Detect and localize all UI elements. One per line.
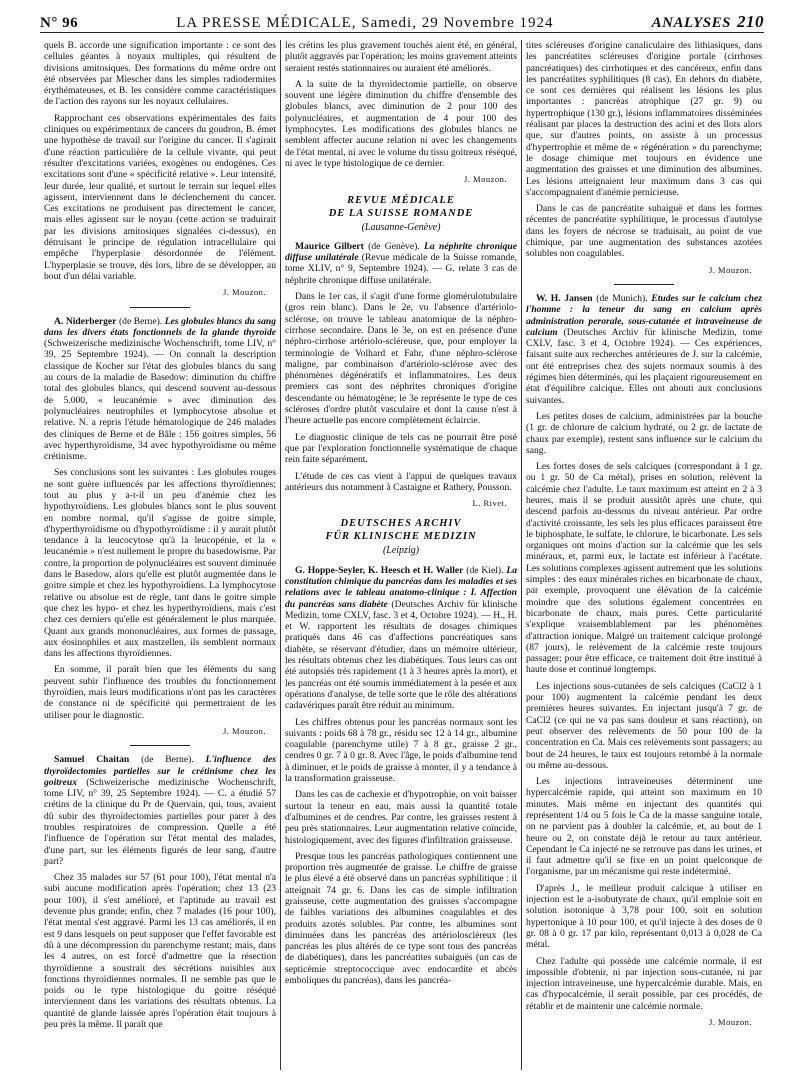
section-place: (Leipzig) [382, 545, 420, 557]
article-hoppe-seyler [285, 565, 517, 712]
separator [130, 307, 190, 308]
paragraph: les crétins les plus gravement touchés aient été, en général, plutôt aggravés par l'opération; les moins gravement atteints seraient restés stationnaires ou auraient été améliorés. [285, 40, 517, 74]
article-ref: (Schweizerische medizinische Wochenschrift, tome LIV, n° 39, 25 Septembre 1924). — On connaît la description classique de Kocher sur l'état des globules blancs du sang au cours de la maladie de Basedow: diminution du chiffre total des globules blancs, qui descend souvent au-dessous de 5.000, « leucanémie » avec diminution des polynucléaires neutrophiles et lymphocytose absolue et relative. N. a repris l'étude hématologique de 246 malades des cliniques de Berne et de Bâle : 156 goitres simples, 56 avec hyperthyroïdisme, 34 avec hypothyroïdisme ou même crétinisme. [44, 338, 276, 463]
paragraph: L'étude de ces cas vient à l'appui de quelques travaux antérieurs dus notamment à Castaigne et Rathery, Pousson. [285, 470, 517, 493]
issue-number: N° 96 [40, 15, 79, 31]
article-niderberger [44, 316, 276, 463]
article-place: (de Genève). [363, 240, 425, 252]
section-page [652, 12, 764, 32]
signature: J. Mouzon. [463, 174, 507, 185]
article-author: Samuel Chaitan [54, 754, 130, 766]
signature: J. Mouzon. [708, 1017, 752, 1028]
section-heading-line: DE LA SUISSE ROMANDE [328, 207, 474, 219]
paragraph: Les injections sous-cutanées de sels calciques (CaCl2 à 1 pour 100) augmentent la calcémie pendant les deux premières heures suivantes. En injectant jusqu'à 7 gr. de CaCl2 (ce qui ne va pas sans douleur et sans réaction), on peut observer des relèvements de 50 pour 100 de la concentration en Ca. Mais ces relèvements sont passagers; au bout de 24 heures, le taux est toujours retombé à la normale ou même au-dessous. [526, 680, 762, 771]
section-name: ANALYSES [651, 15, 731, 31]
section-heading [285, 194, 517, 220]
article-title: L'influence des thyroïdectomies partielles sur le crétinisme chez les goitreux [44, 754, 276, 788]
page-header [40, 12, 764, 30]
paragraph: Les petites doses de calcium, administrées par la bouche (1 gr. de chlorure de calcium hydraté, ou 2 gr. de lactate de chaux par exemple), restent sans influence sur le calcium du sang. [526, 410, 762, 456]
article-title: Etudes sur le calcium chez l'homme : la teneur du sang en calcium après administration perorale, sous-cutanée et intraveineuse de calcium [526, 292, 762, 338]
paragraph: Dans le 1er cas, il s'agit d'une forme glomérulotubulaire (gros rein blanc). Dans le 2e, vu l'absence d'artériolo-sclérose, on trouve le tableau anatomique de la néphro-cirrhose secondaire. Dans le 3e, on est en présence d'une néphro-cirrhose artériolo-scléreuse, que, pour employer la terminologie de Volhard et Fahr, d'une néphro-sclérose maligne, par combinaison d'artériolo-sclérose avec des phénomènes dégénératifs et inflammatoires. Les deux premiers cas sont des néphrites chroniques d'origine descendante ou hématogène; le 3e représente le type de ces scléroses d'ordre plutôt vasculaire et dont la cause n'est à l'heure actuelle pas encore complètement éclaircie. [285, 291, 517, 427]
column-1 [44, 40, 276, 1078]
section-place: (Lausanne-Genève) [361, 221, 441, 233]
section-heading [285, 517, 517, 543]
paragraph: Presque tous les pancréas pathologiques contiennent une proportion très augmentée de graisse. Le chiffre de graisse le plus élevé a été observé dans un pancréas syphilitique : il atteignait 74 gr. 6. Dans les cas de simple infiltration graisseuse, cette augmentation des graisses s'accompagne de faibles variations des albumines coagulables et des produits azotés solubles. Par contre, les albumines sont diminuées dans les pancréas des artériolosclèreux (les pancréas les plus altérés de ce type sont tous des pancréas de diabétiques), dans les pancréatites subaiguës (un cas de septicémie streptococcique avec endocardite et abcès emboliques du pancréas), dans les pancréa- [285, 850, 517, 987]
paragraph: Les chiffres obtenus pour les pancréas normaux sont les suivants : poids 68 à 78 gr., résidu sec 12 à 14 gr., albumine coagulable (parenchyme utile) 7 à 8 gr., graisse 2 gr., cendres 0 gr. 7 à 0 gr. 8. Avec l'âge, le poids d'albumine tend à diminuer, et le poids de graisse à monter, il y a tendance à la transformation graisseuse. [285, 716, 517, 785]
column-divider-1 [280, 40, 281, 1070]
article-author: Maurice Gilbert [295, 240, 364, 252]
signature: J. Mouzon. [222, 725, 266, 736]
separator [130, 745, 190, 746]
column-3 [526, 40, 762, 1078]
paragraph: tites scléreuses d'origine canaliculaire des lithiasiques, dans les pancréatites scléreuses d'origine portale (cirrhoses pancréatiques) des cirrhotiques et des cancéreux, enfin dans les pancréatites syphilitiques (8 cas). En dehors du diabète, ce sont ces dernières qui réalisent les lésions les plus importantes : pancréas atrophique (27 gr. 9) ou hypertrophique (130 gr.), lésions inflammatoires disséminées réalisant par places la destruction des acini et des îlots alors que, sur d'autres points, on assiste à un processus d'hypertrophie et même de « régénération » du parenchyme; le dosage chimique met toujours en évidence une augmentation des graisses et une diminution des albumines. Les lésions atteignaient leur maximum dans 3 cas qui s'accompagnaient d'anémie pernicieuse. [526, 40, 762, 198]
article-author: G. Hoppe-Seyler, K. Heesch et H. Waller [295, 564, 464, 576]
article-place: (de Berne). [116, 315, 165, 327]
article-place: (de Kiel). [463, 564, 507, 576]
article-title: La constitution chimique du pancréas dans les maladies et ses relations avec le tableau anatomo-clinique : I. Affection du pancréas sans diabète [285, 564, 517, 610]
article-ref: (Deutsches Archiv für klinische Medizin, tome CXLV, fasc. 3 et 4, Octobre 1924). — Ces expériences, faisant suite aux recherches antérieures de J. sur la calcémie, ont été entreprises chez des sujets normaux soumis à des régimes bien déterminés, qui les plaçaient rigoureusement en état d'équilibre calcique. Elles ont abouti aux conclusions suivantes. [526, 326, 762, 406]
column-2 [285, 40, 517, 1078]
section-heading-line: REVUE MÉDICALE [347, 194, 455, 206]
article-title: La néphrite chronique diffuse unilatérale [285, 240, 517, 264]
paragraph: A la suite de la thyroïdectomie partielle, on observe souvent une légère diminution du chiffre d'ensemble des globules blancs, avec diminution de 2 pour 100 des polynucléaires, et augmentation de 4 pour 100 des lymphocytes. Les modifications des globules blancs ne semblent affecter aucune relation ni avec les changements de l'état mental, ni avec le volume du tissu goitreux réséqué, ni avec le type histologique de ce dernier. [285, 78, 517, 169]
article-place: (de Munich). [592, 292, 652, 304]
paragraph: Le diagnostic clinique de tels cas ne pourrait être posé que par l'exploration fonctionnelle systématique de chaque rein faite séparément. [285, 431, 517, 466]
paragraph: Chez 35 malades sur 57 (61 pour 100), l'état mental n'a subi aucune modification après l'opération; chez 13 (23 pour 100), il s'est amélioré, et l'aptitude au travail est devenue plus grande; enfin, chez 7 malades (16 pour 100), l'état mental s'est aggravé. Parmi les 13 cas améliorés, il en est 9 dans lesquels on peut supposer que l'effet favorable est dû à une décompression du parenchyme restant; mais, dans les 4 autres, on est forcé d'admettre que la résection thyroïdienne a soustrait des sécrétions nuisibles aux fonctions thyroïdiennes normales. Il ne semble pas que le poids ou le type histologique du goitre réséqué interviennent dans les variations des résultats obtenus. La quantité de glande laissée après l'opération était toujours à peu près la même. Il paraît que [44, 872, 276, 1031]
article-ref: (Deutsches Archiv für klinische Medizin, tome CXLV, fasc. 3 et 4, Octobre 1924). — H., H. et W. rapportent les résultats de dosages chimiques pratiqués dans 46 cas d'affections pancréatiques sans diabète, se réservant d'étudier, dans un mémoire ultérieur, les résultats obtenus chez les diabétiques. Tous leurs cas ont été autopsiés très rapidement (1 à 3 heures après la mort), et les pancréas ont été soumis immédiatement à la pesée et aux opérations d'analyse, de telle sorte que le rôle des altérations cadavériques paraît être réduit au minimum. [285, 598, 517, 712]
paragraph: Dans les cas de cachexie et d'hypotrophie, on voit baisser surtout la teneur en eau, mais aussi la quantité totale d'albumines et de cendres. Par contre, les graisses restent à peu près stationnaires. Leur augmentation relative coïncide, histologiquement, avec des figures d'infiltration graisseuse. [285, 789, 517, 846]
signature: J. Mouzon. [708, 264, 752, 275]
section-heading-line: DEUTSCHES ARCHIV [340, 518, 462, 530]
paragraph: En somme, il paraît bien que les éléments du sang peuvent subir l'influence des troubles du fonctionnement thyroïdien, mais leurs modifications n'ont pas les caractères de constance ni de spécificité qui permettraient de les utiliser pour le diagnostic. [44, 664, 276, 721]
article-title: Les globules blancs du sang dans les divers états fonctionnels de la glande thyroïde [44, 315, 276, 338]
paragraph: quels B. accorde une signification importante : ce sont des cellules géantes à noyaux multiples, qui résultent de divisions amitosiques. Des formations du même ordre ont été observées par Miescher dans les simples radiodermites érythémateuses, et B. les considère comme caractéristiques de l'action des rayons sur les noyaux cellulaires. [44, 40, 276, 108]
article-place: (de Berne). [129, 754, 206, 766]
separator [614, 284, 674, 285]
page-number: 210 [736, 12, 764, 31]
header-rule [40, 32, 764, 33]
paragraph: Ses conclusions sont les suivantes : Les globules rouges ne sont guère influencés par les affections thyroïdiennes; tout au plus y a-t-il un peu d'anémie chez les hypothyroïdiens. Les globules blancs sont le plus souvent en nombre normal, qu'il s'agisse de goitre simple, d'hyperthyroïdisme ou d'hypothyroïdisme : il y aurait plutôt tendance à la leucocytose qu'à la leucopénie, et la « leucanémie » n'est nullement le propre du basedowisme. Par contre, la proportion de polynucléaires est souvent diminuée dans le Basedow, alors qu'elle est plutôt augmentée dans le goitre simple et chez les hypothyroïdiens. La lymphocytose relative ou absolue est de règle, tant dans le goitre simple que chez les hypo- et chez les hyperthyroïdiens, mais c'est chez ces derniers qu'elle est généralement le plus marquée. Quant aux grands mononucléaires, aux formes de passage, aux éosinophiles et aux mastzellen, ils semblent normaux dans les affections thyroïdiennes. [44, 467, 276, 660]
journal-title: LA PRESSE MÉDICALE, Samedi, 29 Novembre 1924 [176, 15, 554, 31]
paragraph: Les injections intraveineuses déterminent une hypercalcémie rapide, qui atteint son maximum en 10 minutes. Mais même en injectant des quantités qui représentent 1/4 ou 5 fois le Ca de la masse sanguine totale, on ne parvient pas à doubler la calcémie, et, au bout de 1 heure ou 2, on constate déjà le retour au taux antérieur. Cependant le Ca injecté ne se retrouve pas dans les urines, et il faut admettre qu'il se fixe en un point quelconque de l'organisme, par un mécanisme qui reste indéterminé. [526, 776, 762, 878]
paragraph: Dans le cas de pancréatite subaiguë et dans les formes récentes de pancréatite syphilitique, le processus d'autolyse dans les foyers de nécrose se traduisait, au point de vue chimique, par une augmentation des substances azotées solubles non coagulables. [526, 203, 762, 260]
article-ref: (Schweizerische medizinische Wochenschrift, tome LIV, n° 39, 25 Septembre 1924). — C. a étudié 57 crétins de la clinique du Pr de Quervain, qui, tous, avaient dû subir des thyroïdectomies partielles pour parer à des troubles respiratoires de compression. Quelle a été l'influence de l'opération sur l'état mental des malades, d'une part, sur les éléments figurés de leur sang, d'autre part? [44, 776, 276, 867]
signature: J. Mouzon. [222, 287, 266, 298]
article-ref: (Revue médicale de la Suisse romande, tome XLIV, n° 9, Septembre 1924). — G. relate 3 cas de néphrite chronique diffuse unilatérale. [285, 252, 517, 286]
article-author: W. H. Jansen [536, 292, 593, 304]
article-chaitan [44, 754, 276, 867]
paragraph: Chez l'adulte qui possède une calcémie normale, il est impossible d'obtenir, ni par injection sous-cutanée, ni par injection intraveineuse, une hypercalcémie durable. Mais, en cas d'hypocalcémie, il serait possible, par ces procédés, de rétablir et de maintenir une calcémie normale. [526, 955, 762, 1012]
article-author: A. Niderberger [54, 315, 117, 327]
article-gilbert [285, 241, 517, 286]
article-jansen [526, 293, 762, 406]
signature: L. Rivet. [472, 498, 507, 509]
paragraph: D'après J., le meilleur produit calcique à utiliser en injection est le a-isobutyrate de chaux, qu'il emploie soit en solution isotonique à 3,78 pour 100, soit en solution hypertonique à 10 pour 100, et qu'il injecte à des doses de 0 gr. 08 à 0 gr. 17 par kilo, représentant 0,013 à 0,028 de Ca métal. [526, 882, 762, 951]
paragraph: Rapprochant ces observations expérimentales des faits cliniques ou expérimentaux de cancers du goudron, B. émet une hypothèse de travail sur l'origine du cancer. Il s'agirait d'une réaction particulière de la cellule vivante, qui peut résulter d'excitations variées, exogènes ou endogènes. Ces excitations sont d'une « spécificité relative ». Leur intensité, leur durée, leur qualité, et surtout le terrain sur lequel elles agissent, interviennent dans le déclenchement du cancer. Ces excitations ne produisent pas directement le cancer, mais elles agissent sur le noyau (cette action se traduirait par les divisions amitosiques signalées ci-dessus), en détruisant le principe de régulation intracellulaire qui empêche l'hyperplasie désordonnée de l'élément. L'hyperplasie se trouve, dès lors, libre de se développer, au bout d'un délai variable. [44, 112, 276, 282]
column-divider-2 [521, 40, 522, 1070]
section-heading-line: FÜR KLINISCHE MEDIZIN [325, 531, 477, 543]
paragraph: Les fortes doses de sels calciques (correspondant à 1 gr. ou 1 gr. 50 de Ca métal), prises en solution, relèvent la calcémie chez l'adulte. Le taux maximum est atteint en 2 à 3 heures, mais il se produit aussitôt après une chute, qui descend parfois au-dessous du niveau antérieur. Par ordre d'activité croissante, les sels les plus efficaces paraissent être le biphosphate, le sulfate, le chlorure, le bicarbonate. Les sels organiques ont moins d'action sur la calcémie que les sels minéraux, et, parmi eux, le lactate est inférieur à l'acétate. Les solutions complexes agissent autrement que les solutions simples : des eaux minérales riches en bicarbonate de chaux, par exemple, provoquent une élévation de la calcémie moindre que des solutions également concentrées en bicarbonate de chaux, mais pures. Cette particularité s'explique vraisemblablement par les phénomènes d'attraction ionique. Malgré un traitement calcique prolongé (87 jours), le relèvement de la calcémie reste toujours passager; pour être efficace, ce traitement doit être institué à haute dose et continué longtemps. [526, 461, 762, 676]
